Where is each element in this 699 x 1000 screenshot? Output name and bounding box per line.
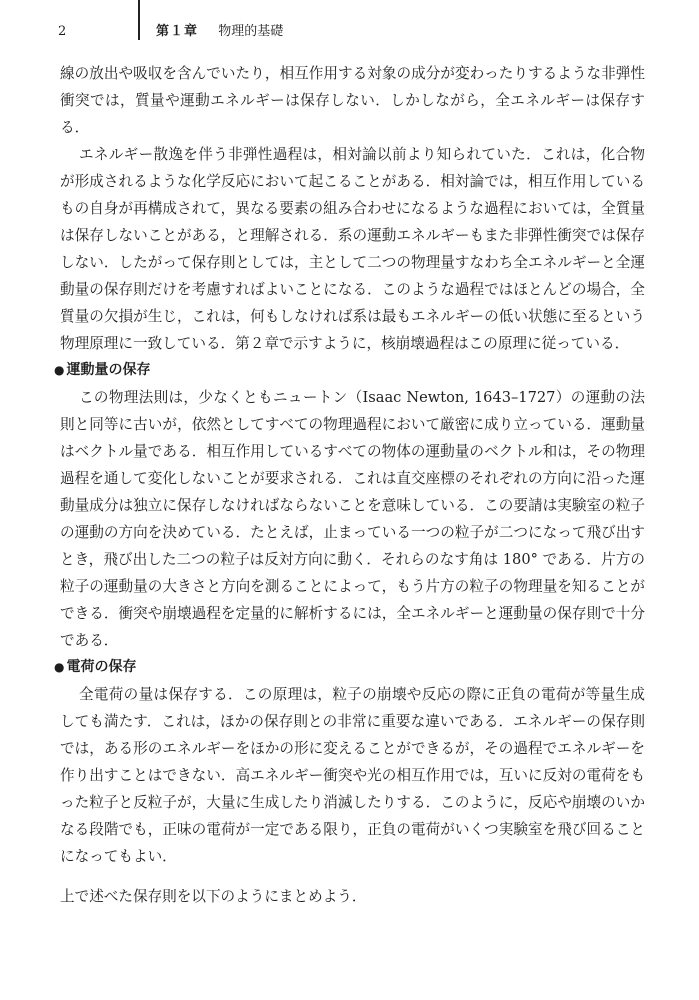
closing-paragraph: 上で述べた保存則を以下のようにまとめよう． [60, 888, 367, 905]
paragraph-charge: 全電荷の量は保存する．この原理は，粒子の崩壊や反応の際に正負の電荷が等量生成しても満たす．これは，ほかの保存則との非常に重要な違いである．エネルギーの保存則では，ある形のエネルギーをほかの形に変えることができるが，その過程でエネルギーを作り出すことはできない．高エネルギー衝突や光の相互作用では，互いに反対の電荷をもった粒子と反粒子が，大量に生成したり消滅したりする．このように，反応や崩壊のいかなる段階でも，正味の電荷が一定である限り，正負の電荷がいくつ実験室を飛び回ることになってもよい． [60, 686, 645, 865]
chapter-number: 第１章 [156, 24, 199, 39]
section-heading-momentum [54, 357, 639, 384]
section-heading-text: 運動量の保存 [66, 362, 151, 378]
paragraph-inelastic: エネルギー散逸を伴う非弾性過程は，相対論以前より知られていた．これは，化合物が形成されるような化学反応において起こることがある．相対論では，相互作用しているもの自身が再構成されて，異なる要素の組み合わせになるような過程においては，全質量は保存しないことがある，と理解される．系の運動エネルギーもまた非弾性衝突では保存しない．したがって保存則としては，主として二つの物理量すなわち全エネルギーと全運動量の保存則だけを考慮すればよいことになる．このような過程ではほとんどの場合，全質量の欠損が生じ，これは，何もしなければ系は最もエネルギーの低い状態に至るという物理原理に一致している．第２章で示すように，核崩壊過程はこの原理に従っている． [60, 146, 645, 352]
header-divider [138, 0, 140, 40]
bullet-icon: ● [54, 363, 65, 377]
body-text [54, 60, 645, 910]
chapter-title: 物理的基礎 [218, 24, 284, 39]
section-heading-charge [54, 654, 639, 681]
bullet-icon: ● [54, 660, 65, 674]
chapter-heading [156, 21, 283, 43]
paragraph-continued: 線の放出や吸収を含んでいたり，相互作用する対象の成分が変わったりするような非弾性衝突では，質量や運動エネルギーは保存しない．しかしながら，全エネルギーは保存する． [60, 65, 645, 136]
page-number: 2 [58, 24, 67, 39]
paragraph-momentum: この物理法則は，少なくともニュートン（Isaac Newton, 1643–1727）の運動の法則と同等に古いが，依然としてすべての物理過程において厳密に成り立っている．運動量はベクトル量である．相互作用しているすべての物体の運動量のベクトル和は，その物理過程を通して変化しないことが要求される．これは直交座標のそれぞれの方向に沿った運動量成分は独立に保存しなければならないことを意味している．この要請は実験室の粒子の運動の方向を決めている．たとえば，止まっている一つの粒子が二つになって飛び出すとき，飛び出した二つの粒子は反対方向に動く．それらのなす角は 180° である．片方の粒子の運動量の大きさと方向を測ることによって，もう片方の粒子の物理量を知ることができる．衝突や崩壊過程を定量的に解析するには，全エネルギーと運動量の保存則で十分である． [60, 389, 645, 649]
running-header [58, 21, 659, 43]
section-heading-text: 電荷の保存 [66, 659, 137, 675]
